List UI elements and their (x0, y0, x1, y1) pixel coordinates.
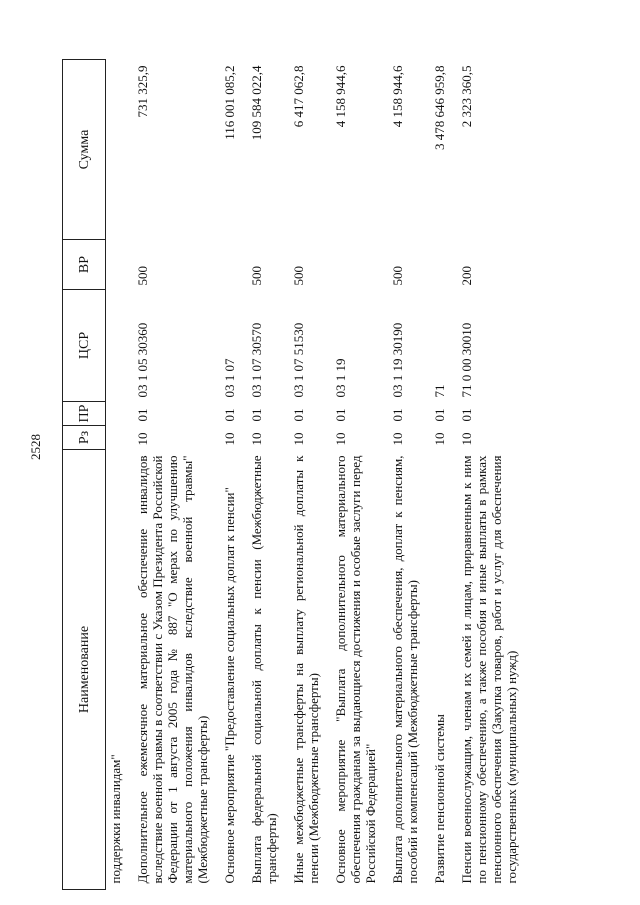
row-rz: 10 (333, 432, 348, 446)
row-name: поддержки инвалидам" (108, 754, 123, 884)
table-row (216, 60, 243, 890)
row-vr: 500 (135, 266, 150, 286)
row-name: Дополнительное ежемесячное материальное обеспечение инвалидов вследствие военной травмы в соответствии с Указом Президента Российской Федерации от 1 августа 2005 года № 887 "О мерах по улучшению материального положения инвалидов вследствие военной травмы" (Межбюджетные трансферты) (135, 455, 210, 884)
row-vr: 500 (390, 266, 405, 286)
row-name: Основное мероприятие "Предоставление социальных доплат к пенсии" (222, 487, 237, 884)
row-vr (426, 240, 453, 290)
row-name: Развитие пенсионной системы (432, 714, 447, 884)
budget-table-sheet (62, 60, 612, 890)
table-row (285, 60, 327, 890)
header-rz: Рз (63, 426, 106, 450)
table-row (327, 60, 384, 890)
row-pr (106, 402, 130, 426)
row-vr (106, 240, 130, 290)
table-row (129, 60, 216, 890)
row-pr: 01 (135, 408, 150, 422)
row-sum (106, 60, 130, 240)
table-row (243, 60, 285, 890)
table-header-row (63, 60, 106, 890)
row-name: Пенсии военнослужащим, членам их семей и лицам, приравненным к ним по пенсионному обеспечению, а также пособия и иные выплаты в рамках пенсионного обеспечения (Закупка товаров, работ и услуг для обеспечения государственных (муниципальных) нужд) (459, 455, 519, 884)
row-vr (327, 240, 384, 290)
row-rz: 10 (135, 432, 150, 446)
row-rz (106, 426, 130, 450)
row-vr: 200 (459, 266, 474, 286)
row-rz: 10 (249, 432, 264, 446)
row-rz: 10 (291, 432, 306, 446)
header-csr: ЦСР (63, 290, 106, 402)
header-name: Наименование (63, 450, 106, 890)
row-vr (216, 240, 243, 290)
row-csr: 03 1 05 30360 (135, 322, 150, 398)
row-name: Иные межбюджетные трансферты на выплату региональной доплаты к пенсии (Межбюджетные трансферты) (291, 455, 321, 884)
row-pr: 01 (432, 408, 447, 422)
row-sum: 2 323 360,5 (459, 65, 474, 128)
row-sum: 109 584 022,4 (249, 65, 264, 141)
row-name: Выплата дополнительного материального обеспечения, доплат к пенсиям, пособий и компенсаций (Межбюджетные трансферты) (390, 455, 420, 884)
page-number: 2528 (28, 434, 43, 460)
row-sum: 116 001 085,2 (222, 65, 237, 140)
budget-table (62, 59, 525, 890)
row-csr: 03 1 19 (333, 358, 348, 398)
row-pr: 01 (222, 408, 237, 422)
row-sum: 3 478 646 959,8 (432, 65, 447, 150)
row-vr: 500 (249, 266, 264, 286)
table-row (106, 60, 130, 890)
row-rz: 10 (432, 432, 447, 446)
table-row (384, 60, 426, 890)
header-pr: ПР (63, 402, 106, 426)
header-vr: ВР (63, 240, 106, 290)
row-sum: 6 417 062,8 (291, 65, 306, 128)
row-sum: 4 158 944,6 (390, 65, 405, 128)
row-pr: 01 (249, 408, 264, 422)
table-row (426, 60, 453, 890)
row-pr: 01 (291, 408, 306, 422)
row-csr: 03 1 07 (222, 358, 237, 398)
row-sum: 731 325,9 (135, 65, 150, 118)
row-pr: 01 (459, 408, 474, 422)
row-csr: 71 0 00 30010 (459, 322, 474, 398)
row-csr (106, 290, 130, 402)
row-pr: 01 (333, 408, 348, 422)
row-name: Основное мероприятие "Выплата дополнительного материального обеспечения гражданам за выдающиеся достижения и особые заслуги перед Российской Федерацией" (333, 455, 378, 884)
header-sum: Сумма (63, 60, 106, 240)
row-rz: 10 (390, 432, 405, 446)
row-rz: 10 (222, 432, 237, 446)
table-row (453, 60, 525, 890)
row-csr: 03 1 07 30570 (249, 322, 264, 398)
row-sum: 4 158 944,6 (333, 65, 348, 128)
row-vr: 500 (291, 266, 306, 286)
row-name: Выплата федеральной социальной доплаты к пенсии (Межбюджетные трансферты) (249, 455, 279, 884)
row-csr: 71 (432, 384, 447, 398)
row-csr: 03 1 19 30190 (390, 322, 405, 398)
row-csr: 03 1 07 51530 (291, 322, 306, 398)
row-pr: 01 (390, 408, 405, 422)
row-rz: 10 (459, 432, 474, 446)
